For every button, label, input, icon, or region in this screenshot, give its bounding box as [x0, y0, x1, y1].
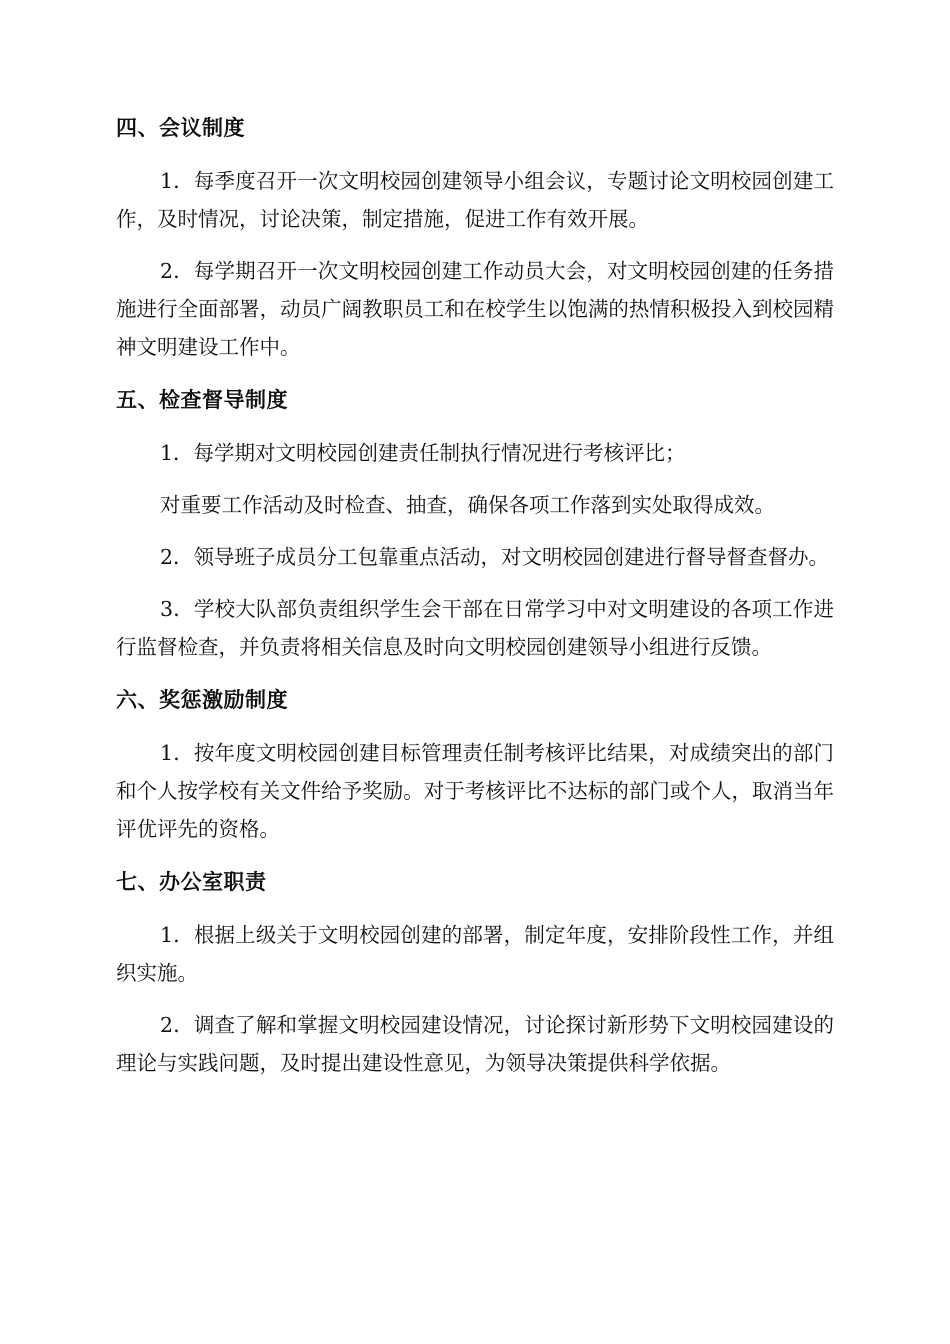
paragraph: 1．每季度召开一次文明校园创建领导小组会议，专题讨论文明校园创建工作，及时情况，讨论决策，制定措施，促进工作有效开展。: [116, 169, 834, 231]
section-meeting-system: [116, 108, 834, 366]
section-reward-system: [116, 680, 834, 848]
section-heading: 五、检查督导制度: [116, 388, 288, 412]
section-office-duties: [116, 862, 834, 1082]
paragraph: 2．调查了解和掌握文明校园建设情况，讨论探讨新形势下文明校园建设的理论与实践问题，及时提出建设性意见，为领导决策提供科学依据。: [116, 1013, 834, 1075]
section-heading: 六、奖惩激励制度: [116, 688, 288, 712]
paragraph: 2．每学期召开一次文明校园创建工作动员大会，对文明校园创建的任务措施进行全面部署，动员广阔教职员工和在校学生以饱满的热情积极投入到校园精神文明建设工作中。: [116, 259, 834, 359]
paragraph: 1．每学期对文明校园创建责任制执行情况进行考核评比；: [160, 441, 686, 465]
paragraph: 1．根据上级关于文明校园创建的部署，制定年度，安排阶段性工作，并组织实施。: [116, 923, 834, 985]
section-heading: 七、办公室职责: [116, 870, 267, 894]
paragraph: 3．学校大队部负责组织学生会干部在日常学习中对文明建设的各项工作进行监督检查，并负责将相关信息及时向文明校园创建领导小组进行反馈。: [116, 597, 834, 659]
section-inspection-system: [116, 380, 834, 666]
paragraph: 对重要工作活动及时检查、抽查，确保各项工作落到实处取得成效。: [160, 493, 775, 517]
section-heading: 四、会议制度: [116, 116, 245, 140]
document-body: [116, 108, 834, 1096]
paragraph: 1．按年度文明校园创建目标管理责任制考核评比结果，对成绩突出的部门和个人按学校有关文件给予奖励。对于考核评比不达标的部门或个人，取消当年评优评先的资格。: [116, 741, 834, 841]
paragraph: 2．领导班子成员分工包靠重点活动，对文明校园创建进行督导督查督办。: [160, 545, 830, 569]
